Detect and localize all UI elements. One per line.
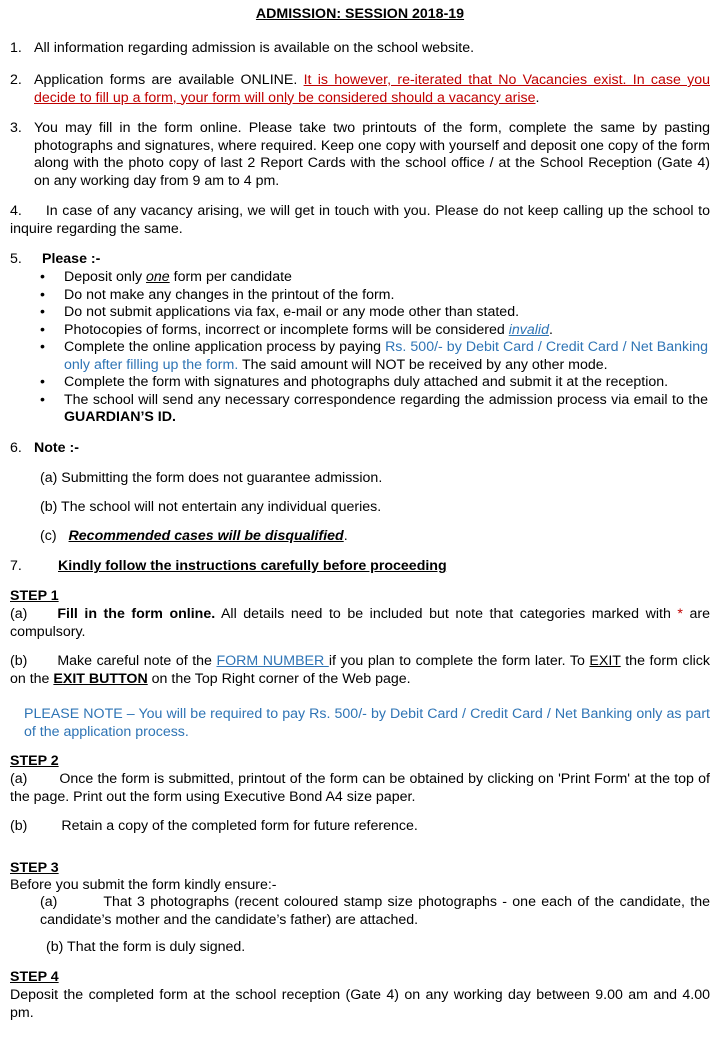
item-5-number: 5. (10, 251, 22, 267)
step-2-a: (a) Once the form is submitted, printout of the form can be obtained by clicking on 'Print Form' at the top of the page. Print out the form using Executive Bond A4 size paper. (10, 771, 710, 805)
step-2-heading: STEP 2 (10, 753, 59, 769)
item-3-text: You may fill in the form online. Please take two printouts of the form, complete the same by pasting photographs and signatures, where required. Keep one copy with yourself and deposit one copy of the form along with the photo copy of last 2 Report Cards with the school office / at the School Reception (Gate 4) on any working day from 9 am to 4 pm. (34, 120, 710, 189)
item-6-note-c: (c) Recommended cases will be disqualified. (40, 528, 348, 544)
item-6-number: 6. (10, 440, 22, 456)
item-2-text: Application forms are available ONLINE. (34, 72, 304, 88)
item-6-note-a: (a) Submitting the form does not guarantee admission. (40, 470, 383, 486)
step-1-heading: STEP 1 (10, 588, 59, 604)
item-5-heading: Please :- (42, 251, 101, 267)
step-4-text: Deposit the completed form at the school reception (Gate 4) on any working day between 9.00 am and 4.00 pm. (10, 987, 710, 1021)
item-1-text: All information regarding admission is available on the school website. (34, 40, 475, 56)
step-2-b: (b) Retain a copy of the completed form for future reference. (10, 818, 418, 834)
step-1-b: (b) Make careful note of the FORM NUMBER if you plan to complete the form later. To EXIT the form click on the EXIT BUTTON on the Top Right corner of the Web page. (10, 653, 710, 687)
step-3-b: (b) That the form is duly signed. (46, 939, 246, 955)
step-1-a: (a) Fill in the form online. All details need to be included but note that categories marked with * are compulsory. (10, 606, 710, 640)
list-item: • Complete the online application process by paying Rs. 500/- by Debit Card / Credit Card / Net Banking only after filling up the form. The said amount will NOT be received by any other mode. (40, 339, 708, 373)
item-2-vacancy-warning: It is however, re-iterated that No Vacancies exist. In case you decide to fill up a form, your form will only be considered should a vacancy arise (34, 72, 710, 106)
item-2-end: . (535, 89, 540, 106)
item-7-number: 7. (10, 558, 22, 574)
document-title: ADMISSION: SESSION 2018-19 (255, 6, 465, 22)
step-1-payment-note: PLEASE NOTE – You will be required to pay Rs. 500/- by Debit Card / Credit Card / Net Banking only as part of the application process. (24, 706, 710, 740)
step-3-intro: Before you submit the form kindly ensure:- (10, 877, 277, 893)
item-4-paragraph (10, 203, 710, 238)
item-2-number: 2. (10, 72, 22, 88)
list-item: • Do not make any changes in the printout of the form. (40, 286, 395, 303)
step-4-heading: STEP 4 (10, 969, 59, 985)
item-2-paragraph (34, 72, 710, 107)
list-item: • Do not submit applications via fax, e-mail or any mode other than stated. (40, 304, 520, 320)
item-3-number: 3. (10, 120, 22, 136)
item-1-number: 1. (10, 40, 22, 56)
item-7-text: Kindly follow the instructions carefully before proceeding (58, 558, 447, 574)
list-item: • The school will send any necessary correspondence regarding the admission process via email to the GUARDIAN’S ID. (40, 391, 708, 425)
step-3-heading: STEP 3 (10, 860, 59, 876)
item-6-note-b: (b) The school will not entertain any individual queries. (40, 499, 382, 515)
step-3-a: (a) That 3 photographs (recent coloured stamp size photographs - one each of the candidate, the candidate’s mother and the candidate’s father) are attached. (40, 894, 710, 928)
list-item: • Photocopies of forms, incorrect or incomplete forms will be considered invalid. (40, 321, 553, 338)
item-5-bullet-list (36, 269, 708, 427)
list-item: • Deposit only one form per candidate (40, 269, 292, 285)
item-4-text: In case of any vacancy arising, we will get in touch with you. Please do not keep calling up the school to inquire regarding the same. (10, 203, 710, 237)
list-item: • Complete the form with signatures and photographs duly attached and submit it at the reception. (40, 374, 669, 390)
item-6-heading: Note :- (34, 440, 79, 456)
item-4-number: 4. (10, 203, 22, 219)
